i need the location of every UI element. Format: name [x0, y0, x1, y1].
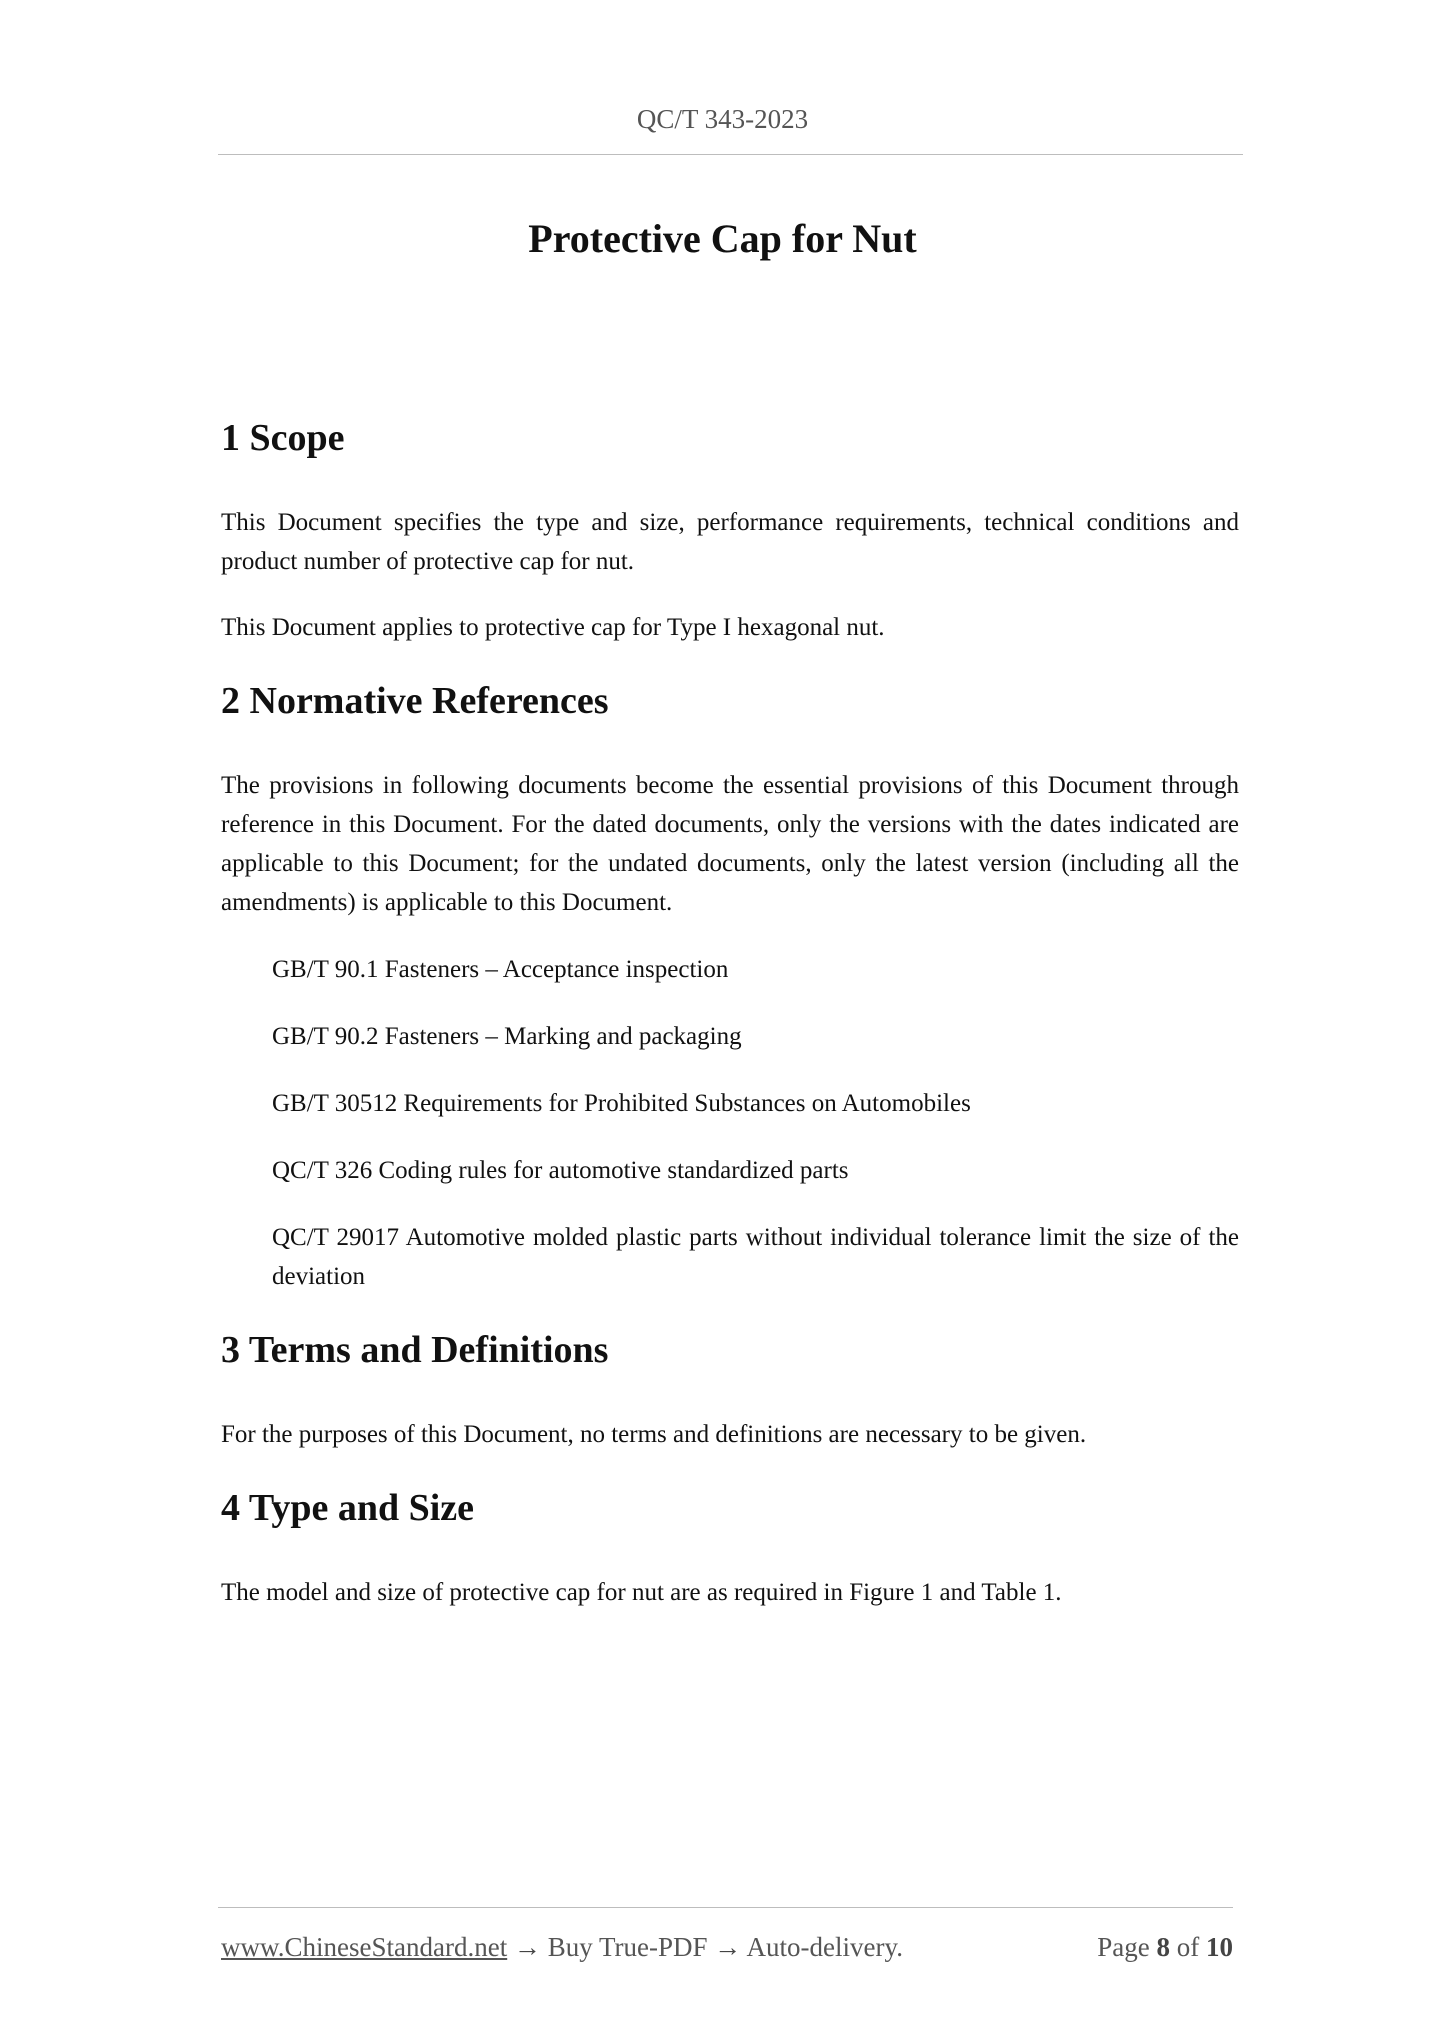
- normative-paragraph: The provisions in following documents become the essential provisions of this Document through reference in this Document. For the dated documents, only the versions with the dates indicated are applicable to this Document; for the undated documents, only the latest version (including all the amendments) is applicable to this Document.: [221, 772, 1239, 916]
- reference-item: QC/T 326 Coding rules for automotive standardized parts: [272, 1157, 849, 1184]
- header-divider: [218, 154, 1243, 155]
- reference-item: GB/T 90.2 Fasteners – Marking and packaging: [272, 1023, 742, 1050]
- section-heading-normative-references: 2 Normative References: [221, 680, 609, 722]
- page-number: [1097, 1929, 1233, 1965]
- scope-paragraph-1: This Document specifies the type and size, performance requirements, technical conditions and product number of protective cap for nut.: [221, 509, 1239, 575]
- type-size-paragraph: The model and size of protective cap for nut are as required in Figure 1 and Table 1.: [221, 1579, 1062, 1606]
- reference-item: QC/T 29017 Automotive molded plastic parts without individual tolerance limit the size of the deviation: [272, 1224, 1239, 1290]
- document-title: Protective Cap for Nut: [528, 216, 917, 261]
- page-of-label: of: [1176, 1932, 1200, 1962]
- page-label: Page: [1097, 1932, 1150, 1962]
- terms-paragraph: For the purposes of this Document, no terms and definitions are necessary to be given.: [221, 1421, 1087, 1448]
- page-footer: [221, 1929, 1233, 1965]
- section-heading-scope: 1 Scope: [221, 417, 345, 459]
- document-code-header: QC/T 343-2023: [636, 104, 809, 134]
- document-body: [221, 408, 1239, 1612]
- footer-promo: [221, 1932, 903, 1962]
- reference-item: GB/T 90.1 Fasteners – Acceptance inspection: [272, 956, 729, 983]
- arrow-right-icon: →: [513, 1932, 541, 1962]
- footer-divider: [218, 1907, 1233, 1908]
- website-link[interactable]: www.ChineseStandard.net: [221, 1932, 508, 1962]
- auto-delivery-text: Auto-delivery.: [746, 1932, 903, 1962]
- reference-item: GB/T 30512 Requirements for Prohibited Substances on Automobiles: [272, 1090, 971, 1117]
- arrow-right-icon: →: [714, 1932, 742, 1962]
- section-heading-type-and-size: 4 Type and Size: [221, 1487, 475, 1529]
- page-current: 8: [1156, 1932, 1170, 1962]
- scope-paragraph-2: This Document applies to protective cap for Type I hexagonal nut.: [221, 614, 885, 641]
- buy-true-pdf-text: Buy True-PDF: [547, 1932, 708, 1962]
- page-total: 10: [1206, 1932, 1233, 1962]
- section-heading-terms-and-definitions: 3 Terms and Definitions: [221, 1329, 609, 1371]
